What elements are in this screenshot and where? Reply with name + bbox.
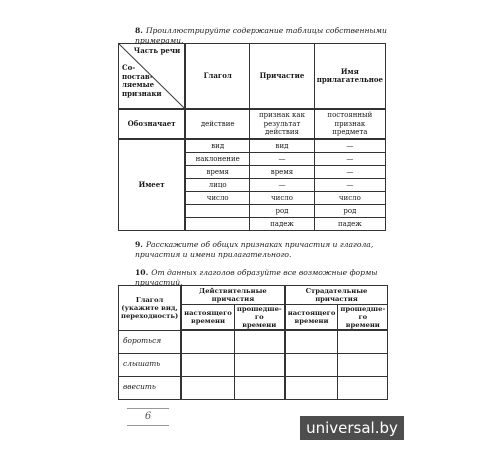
- header-adjective: Имя прилагательное: [314, 44, 385, 110]
- header-participle: Причастие: [250, 44, 315, 110]
- cell: наклонение: [185, 153, 250, 166]
- cell: признак как результат действия: [250, 109, 315, 139]
- verb-cell: слышать: [119, 353, 182, 376]
- group-passive: Страдательные причастия: [285, 286, 388, 305]
- answer-cell[interactable]: [338, 330, 388, 353]
- task-8-text: Проиллюстрируйте содержание таблицы собственными примерами.: [135, 26, 387, 45]
- answer-cell[interactable]: [181, 376, 234, 399]
- cell: число: [185, 192, 250, 205]
- verb-cell: бороться: [119, 330, 182, 353]
- row-label-imeet: Имеет: [119, 139, 186, 231]
- table-row: [119, 353, 388, 376]
- sub-header: настоящего времени: [285, 305, 338, 331]
- corner-bottom-label: Со- постав- ляемые признаки: [122, 63, 162, 98]
- corner-top-label: Часть речи: [133, 46, 181, 55]
- task-10-text: От данных глаголов образуйте все возможные формы причастий.: [135, 268, 378, 287]
- cell: постоянный признак предмета: [314, 109, 385, 139]
- task-8-number: 8.: [135, 26, 143, 35]
- answer-cell[interactable]: [285, 353, 338, 376]
- verb-cell: ввесить: [119, 376, 182, 399]
- table-row: [119, 330, 388, 353]
- cell: —: [250, 179, 315, 192]
- cell: падеж: [250, 218, 315, 231]
- cell: —: [314, 166, 385, 179]
- watermark: universal.by: [300, 416, 404, 440]
- header-verb: Глагол: [185, 44, 250, 110]
- table-row: [119, 376, 388, 399]
- sub-header: прошедше-го времени: [234, 305, 284, 331]
- cell: лицо: [185, 179, 250, 192]
- answer-cell[interactable]: [285, 376, 338, 399]
- answer-cell[interactable]: [181, 330, 234, 353]
- cell: падеж: [314, 218, 385, 231]
- task-9-text: Расскажите об общих признаках причастия и глагола, причастия и имени прилагательного.: [135, 240, 374, 259]
- features-table: [118, 43, 386, 231]
- answer-cell[interactable]: [338, 376, 388, 399]
- cell: действие: [185, 109, 250, 139]
- answer-cell[interactable]: [234, 330, 284, 353]
- row-label-oboz: Обозначает: [119, 109, 186, 139]
- cell: род: [250, 205, 315, 218]
- corner-cell: [119, 44, 186, 110]
- participles-table: [118, 285, 388, 400]
- cell: —: [314, 139, 385, 153]
- cell: род: [314, 205, 385, 218]
- task-10-number: 10.: [135, 268, 149, 277]
- cell: —: [314, 179, 385, 192]
- task-9: [135, 240, 395, 260]
- cell: —: [314, 153, 385, 166]
- answer-cell[interactable]: [338, 353, 388, 376]
- cell: число: [314, 192, 385, 205]
- verb-header: Глагол (укажите вид, переходность): [119, 286, 182, 331]
- cell: вид: [185, 139, 250, 153]
- answer-cell[interactable]: [234, 376, 284, 399]
- cell: вид: [250, 139, 315, 153]
- cell: время: [185, 166, 250, 179]
- cell: [185, 205, 250, 218]
- answer-cell[interactable]: [285, 330, 338, 353]
- answer-cell[interactable]: [181, 353, 234, 376]
- answer-cell[interactable]: [234, 353, 284, 376]
- task-9-number: 9.: [135, 240, 143, 249]
- group-active: Действительные причастия: [181, 286, 285, 305]
- page-number: 6: [127, 408, 169, 426]
- cell: —: [250, 153, 315, 166]
- cell: [185, 218, 250, 231]
- sub-header: прошедше-го времени: [338, 305, 388, 331]
- cell: число: [250, 192, 315, 205]
- cell: время: [250, 166, 315, 179]
- sub-header: настоящего времени: [181, 305, 234, 331]
